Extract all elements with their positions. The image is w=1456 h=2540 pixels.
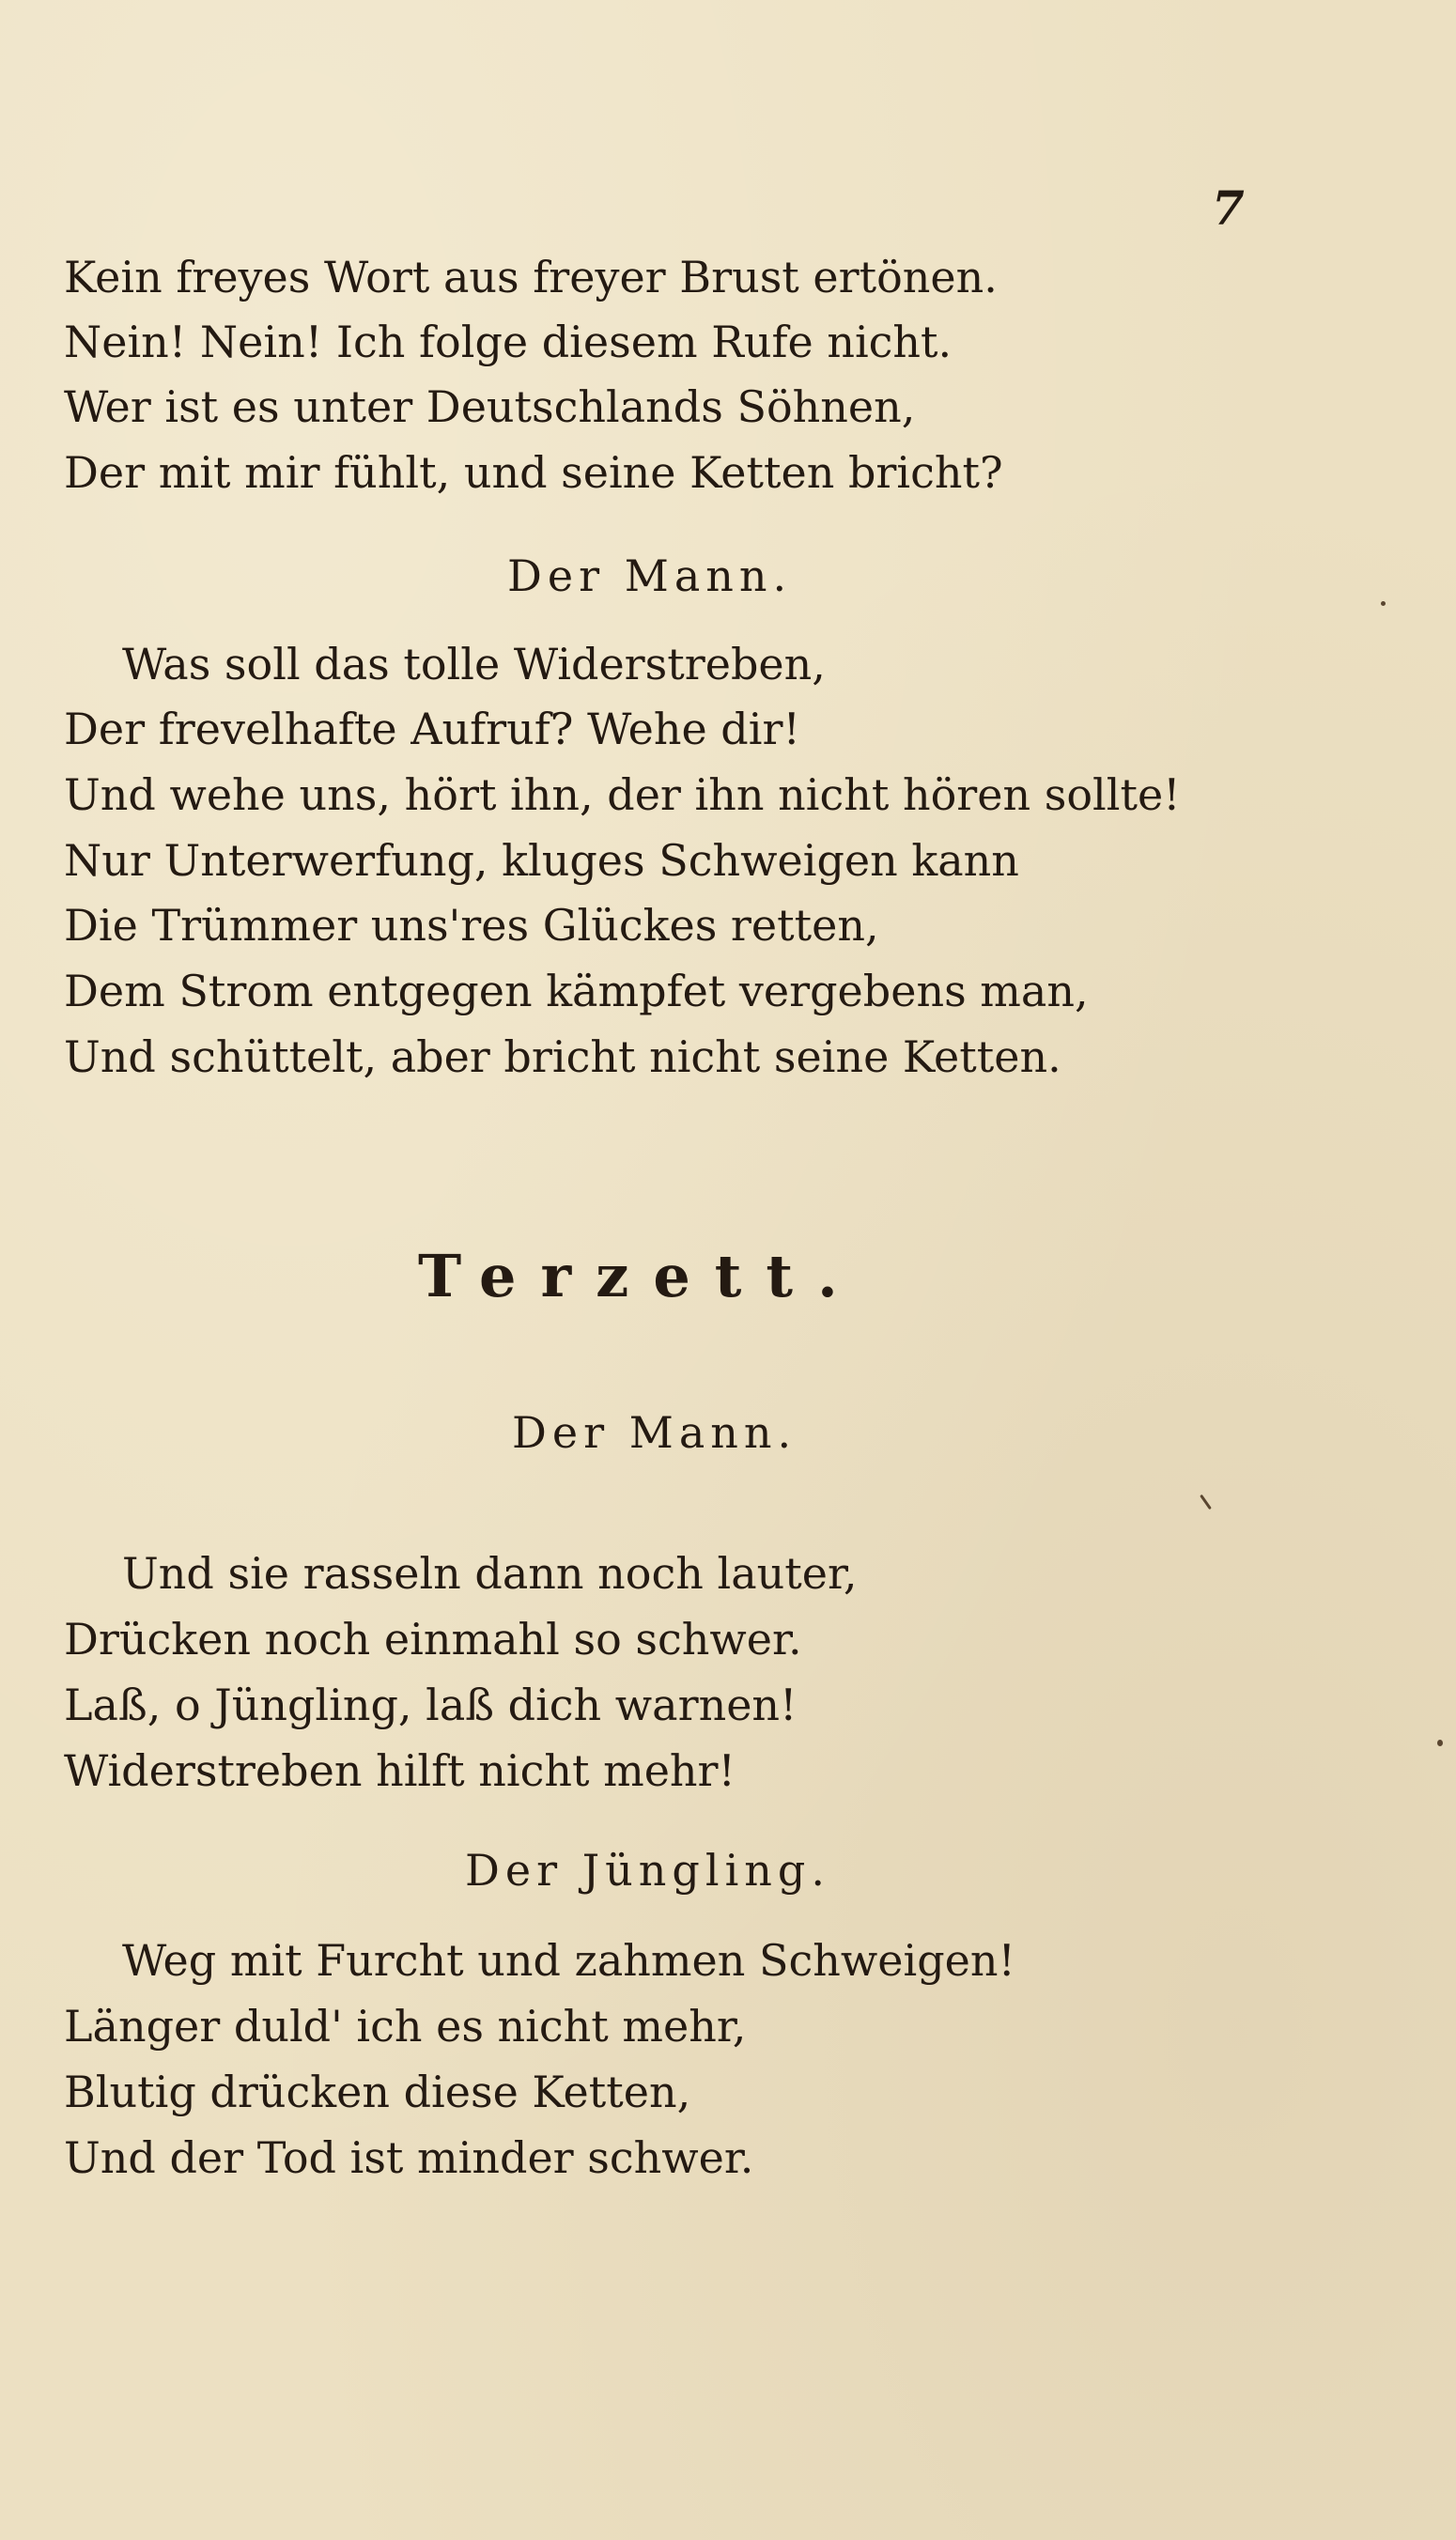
verse-line: Dem Strom entgegen kämpfet vergebens man, (64, 966, 1089, 1016)
paper-speck (1200, 1495, 1212, 1510)
verse-line: Nein! Nein! Ich folge diesem Rufe nicht. (64, 317, 953, 367)
speaker-label: Der Mann. (512, 1407, 798, 1458)
page-number: 7 (1212, 180, 1245, 236)
verse-line: Und der Tod ist minder schwer. (64, 2132, 754, 2183)
verse-line: Was soll das tolle Widerstreben, (122, 639, 826, 689)
verse-line: Und wehe uns, hört ihn, der ihn nicht hören sollte! (64, 769, 1181, 820)
verse-line: Widerstreben hilft nicht mehr! (64, 1745, 736, 1796)
verse-line: Kein freyes Wort aus freyer Brust ertönen. (64, 252, 998, 302)
verse-line: Wer ist es unter Deutschlands Söhnen, (64, 381, 916, 432)
section-title: Terzett. (418, 1242, 862, 1310)
paper-speck (1437, 1740, 1443, 1746)
speaker-label: Der Mann. (507, 550, 793, 601)
verse-line: Der frevelhafte Aufruf? Wehe dir! (64, 704, 800, 754)
verse-line: Weg mit Furcht und zahmen Schweigen! (122, 1935, 1015, 1986)
speaker-label: Der Jüngling. (465, 1845, 830, 1896)
paper-speck (1381, 601, 1386, 606)
verse-line: Blutig drücken diese Ketten, (64, 2067, 691, 2117)
verse-line: Länger duld' ich es nicht mehr, (64, 2001, 747, 2052)
verse-line: Und schüttelt, aber bricht nicht seine Ketten. (64, 1031, 1061, 1082)
verse-line: Die Trümmer uns'res Glückes retten, (64, 900, 879, 951)
verse-line: Nur Unterwerfung, kluges Schweigen kann (64, 835, 1019, 886)
verse-line: Drücken noch einmahl so schwer. (64, 1614, 802, 1665)
verse-line: Laß, o Jüngling, laß dich warnen! (64, 1680, 798, 1730)
verse-line: Der mit mir fühlt, und seine Ketten bricht? (64, 447, 1003, 498)
verse-line: Und sie rasseln dann noch lauter, (122, 1548, 858, 1599)
